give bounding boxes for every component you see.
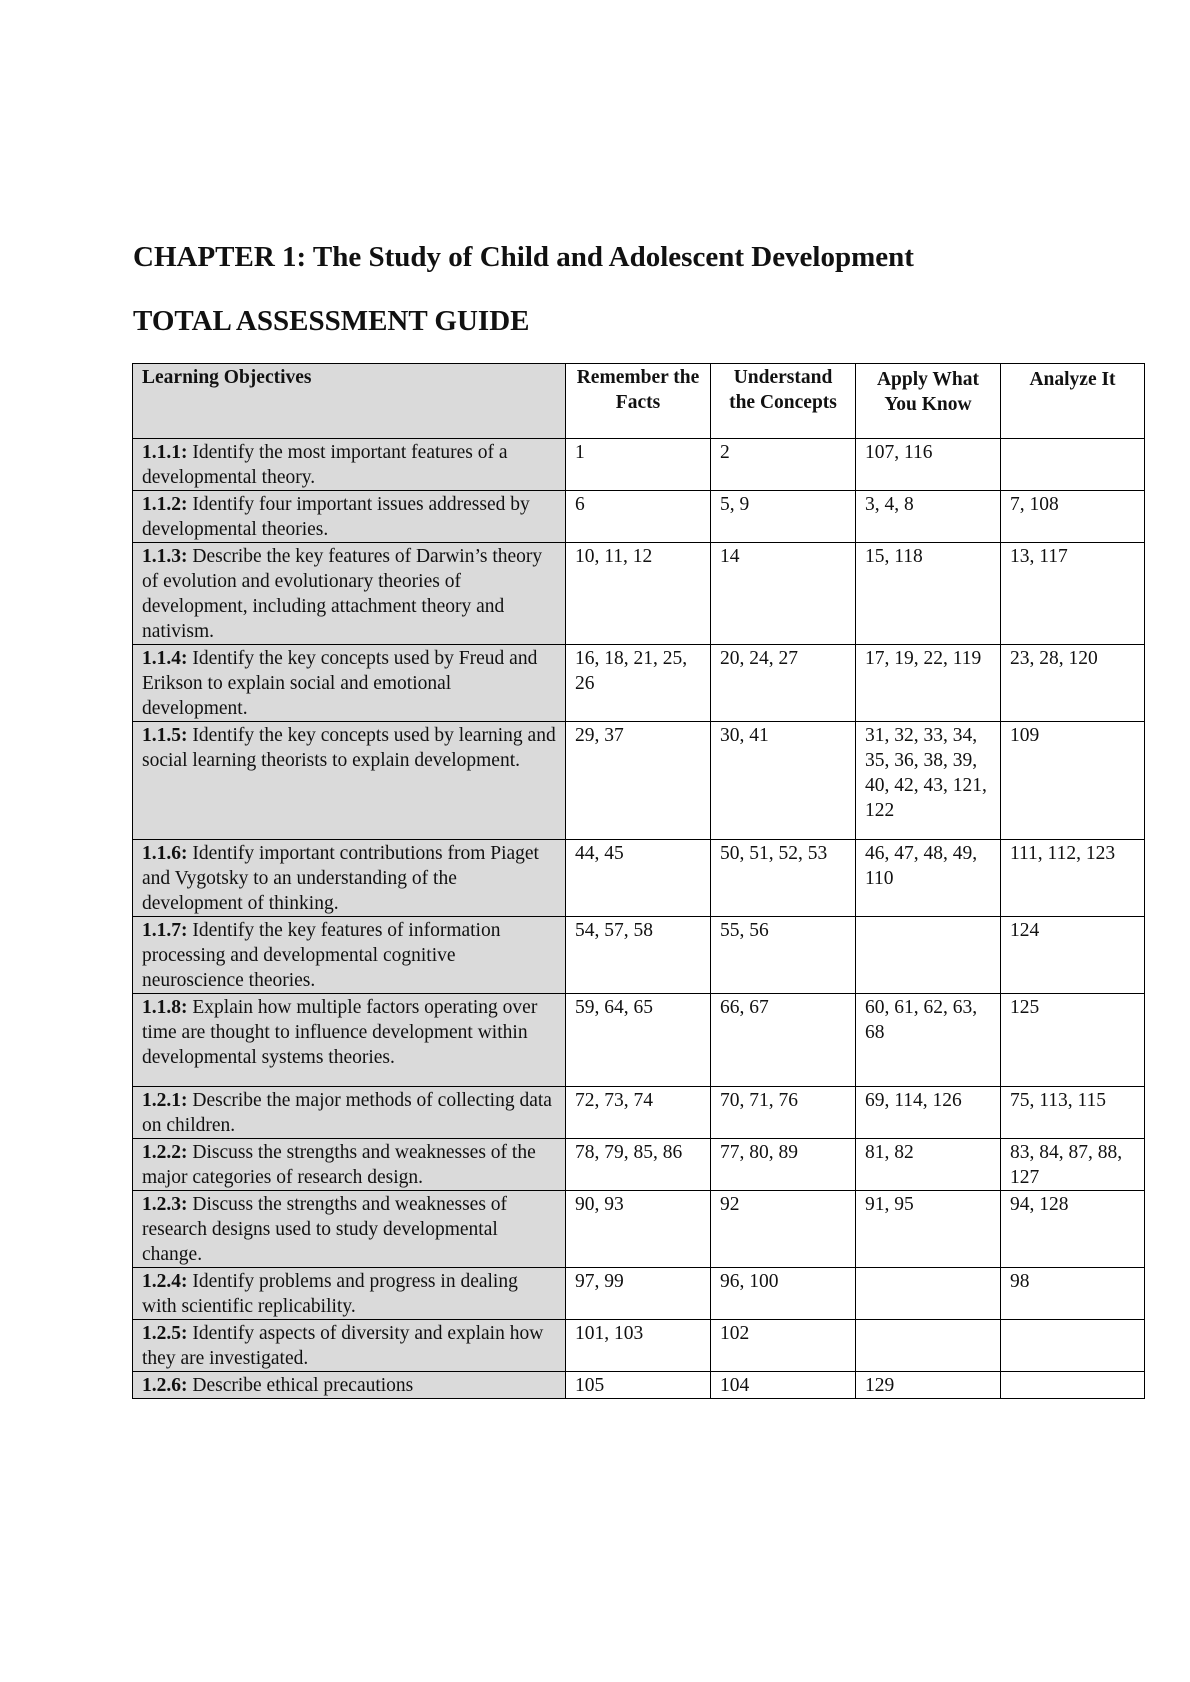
- objective-code: 1.2.3:: [142, 1194, 188, 1215]
- objective-code: 1.2.5:: [142, 1323, 188, 1344]
- table-row: [133, 491, 1145, 543]
- remember-items-cell: 59, 64, 65: [566, 994, 711, 1087]
- understand-items-cell: 20, 24, 27: [711, 645, 856, 722]
- analyze-items-cell: 98: [1001, 1268, 1145, 1320]
- analyze-items-cell: 111, 112, 123: [1001, 840, 1145, 917]
- understand-items-cell: 66, 67: [711, 994, 856, 1087]
- objective-code: 1.2.6:: [142, 1375, 188, 1396]
- chapter-title: CHAPTER 1: The Study of Child and Adolescent Development: [133, 241, 914, 273]
- understand-items-cell: 70, 71, 76: [711, 1087, 856, 1139]
- table-row: [133, 1268, 1145, 1320]
- objective-cell: [133, 840, 566, 917]
- table-row: [133, 1139, 1145, 1191]
- apply-items-cell: 81, 82: [856, 1139, 1001, 1191]
- remember-items-cell: 29, 37: [566, 722, 711, 840]
- table-row: [133, 722, 1145, 840]
- table-row: [133, 1372, 1145, 1399]
- analyze-items-cell: 23, 28, 120: [1001, 645, 1145, 722]
- table-row: [133, 917, 1145, 994]
- analyze-items-cell: 7, 108: [1001, 491, 1145, 543]
- table-row: [133, 543, 1145, 645]
- analyze-items-cell: [1001, 1320, 1145, 1372]
- table-row: [133, 439, 1145, 491]
- analyze-items-cell: 109: [1001, 722, 1145, 840]
- analyze-items-cell: 125: [1001, 994, 1145, 1087]
- objective-text: Identify the key concepts used by Freud and Erikson to explain social and emotional development.: [142, 648, 538, 719]
- apply-items-cell: 15, 118: [856, 543, 1001, 645]
- apply-items-cell: 17, 19, 22, 119: [856, 645, 1001, 722]
- objective-text: Describe the key features of Darwin’s theory of evolution and evolutionary theories of development, including attachment theory and nativism.: [142, 546, 543, 642]
- analyze-items-cell: 75, 113, 115: [1001, 1087, 1145, 1139]
- objective-cell: [133, 1191, 566, 1268]
- understand-items-cell: 5, 9: [711, 491, 856, 543]
- understand-items-cell: 96, 100: [711, 1268, 856, 1320]
- understand-items-cell: 55, 56: [711, 917, 856, 994]
- understand-items-cell: 50, 51, 52, 53: [711, 840, 856, 917]
- document-page: [133, 240, 1143, 1399]
- analyze-items-cell: [1001, 439, 1145, 491]
- apply-items-cell: [856, 1320, 1001, 1372]
- objective-code: 1.1.5:: [142, 725, 188, 746]
- apply-items-cell: 107, 116: [856, 439, 1001, 491]
- understand-items-cell: 102: [711, 1320, 856, 1372]
- objective-cell: [133, 491, 566, 543]
- understand-items-cell: 92: [711, 1191, 856, 1268]
- objective-code: 1.1.7:: [142, 920, 188, 941]
- objective-cell: [133, 543, 566, 645]
- remember-items-cell: 72, 73, 74: [566, 1087, 711, 1139]
- analyze-items-cell: [1001, 1372, 1145, 1399]
- assessment-table: [132, 363, 1145, 1399]
- objective-code: 1.1.2:: [142, 494, 188, 515]
- table-row: [133, 645, 1145, 722]
- guide-title: TOTAL ASSESSMENT GUIDE: [133, 305, 530, 337]
- table-row: [133, 840, 1145, 917]
- analyze-items-cell: 13, 117: [1001, 543, 1145, 645]
- remember-items-cell: 10, 11, 12: [566, 543, 711, 645]
- objective-code: 1.2.1:: [142, 1090, 188, 1111]
- objective-text: Identify four important issues addressed by developmental theories.: [142, 494, 530, 540]
- apply-items-cell: 3, 4, 8: [856, 491, 1001, 543]
- objective-text: Identify important contributions from Piaget and Vygotsky to an understanding of the development of thinking.: [142, 843, 539, 914]
- understand-items-cell: 14: [711, 543, 856, 645]
- remember-items-cell: 16, 18, 21, 25, 26: [566, 645, 711, 722]
- analyze-items-cell: 94, 128: [1001, 1191, 1145, 1268]
- objective-text: Explain how multiple factors operating over time are thought to influence development within developmental systems theories.: [142, 997, 538, 1068]
- objective-cell: [133, 722, 566, 840]
- understand-items-cell: 104: [711, 1372, 856, 1399]
- table-row: [133, 994, 1145, 1087]
- apply-items-cell: 69, 114, 126: [856, 1087, 1001, 1139]
- objective-code: 1.1.8:: [142, 997, 188, 1018]
- remember-items-cell: 90, 93: [566, 1191, 711, 1268]
- objective-text: Describe ethical precautions: [187, 1375, 414, 1396]
- objective-text: Discuss the strengths and weaknesses of research designs used to study developmental change.: [142, 1194, 508, 1265]
- remember-items-cell: 78, 79, 85, 86: [566, 1139, 711, 1191]
- objective-cell: [133, 994, 566, 1087]
- objective-code: 1.2.4:: [142, 1271, 188, 1292]
- apply-items-cell: 129: [856, 1372, 1001, 1399]
- header-apply: Apply What You Know: [856, 364, 1001, 439]
- objective-cell: [133, 1268, 566, 1320]
- objective-cell: [133, 1087, 566, 1139]
- table-row: [133, 1191, 1145, 1268]
- objective-code: 1.1.4:: [142, 648, 188, 669]
- apply-items-cell: [856, 1268, 1001, 1320]
- table-row: [133, 1320, 1145, 1372]
- header-analyze: Analyze It: [1001, 364, 1145, 439]
- understand-items-cell: 30, 41: [711, 722, 856, 840]
- remember-items-cell: 101, 103: [566, 1320, 711, 1372]
- apply-items-cell: 31, 32, 33, 34, 35, 36, 38, 39, 40, 42, 43, 121, 122: [856, 722, 1001, 840]
- table-body: [133, 439, 1145, 1399]
- header-learning-objectives: Learning Objectives: [133, 364, 566, 439]
- objective-text: Describe the major methods of collecting data on children.: [142, 1090, 552, 1136]
- analyze-items-cell: 124: [1001, 917, 1145, 994]
- table-header-row: [133, 364, 1145, 439]
- objective-cell: [133, 917, 566, 994]
- analyze-items-cell: 83, 84, 87, 88, 127: [1001, 1139, 1145, 1191]
- remember-items-cell: 44, 45: [566, 840, 711, 917]
- header-remember: Remember the Facts: [566, 364, 711, 439]
- remember-items-cell: 6: [566, 491, 711, 543]
- apply-items-cell: [856, 917, 1001, 994]
- apply-items-cell: 91, 95: [856, 1191, 1001, 1268]
- remember-items-cell: 97, 99: [566, 1268, 711, 1320]
- understand-items-cell: 77, 80, 89: [711, 1139, 856, 1191]
- apply-items-cell: 46, 47, 48, 49, 110: [856, 840, 1001, 917]
- remember-items-cell: 54, 57, 58: [566, 917, 711, 994]
- objective-code: 1.2.2:: [142, 1142, 188, 1163]
- remember-items-cell: 105: [566, 1372, 711, 1399]
- remember-items-cell: 1: [566, 439, 711, 491]
- objective-text: Identify the key features of information processing and developmental cognitive neuroscience theories.: [142, 920, 501, 991]
- objective-cell: [133, 1139, 566, 1191]
- objective-cell: [133, 1320, 566, 1372]
- objective-text: Identify aspects of diversity and explain how they are investigated.: [142, 1323, 544, 1369]
- objective-code: 1.1.3:: [142, 546, 188, 567]
- objective-text: Identify problems and progress in dealing with scientific replicability.: [142, 1271, 518, 1317]
- understand-items-cell: 2: [711, 439, 856, 491]
- objective-text: Identify the most important features of a developmental theory.: [142, 442, 508, 488]
- table-row: [133, 1087, 1145, 1139]
- objective-cell: [133, 439, 566, 491]
- objective-text: Identify the key concepts used by learning and social learning theorists to explain development.: [142, 725, 556, 771]
- objective-code: 1.1.6:: [142, 843, 188, 864]
- header-understand: Understand the Concepts: [711, 364, 856, 439]
- objective-cell: [133, 1372, 566, 1399]
- objective-code: 1.1.1:: [142, 442, 188, 463]
- apply-items-cell: 60, 61, 62, 63, 68: [856, 994, 1001, 1087]
- objective-text: Discuss the strengths and weaknesses of the major categories of research design.: [142, 1142, 536, 1188]
- objective-cell: [133, 645, 566, 722]
